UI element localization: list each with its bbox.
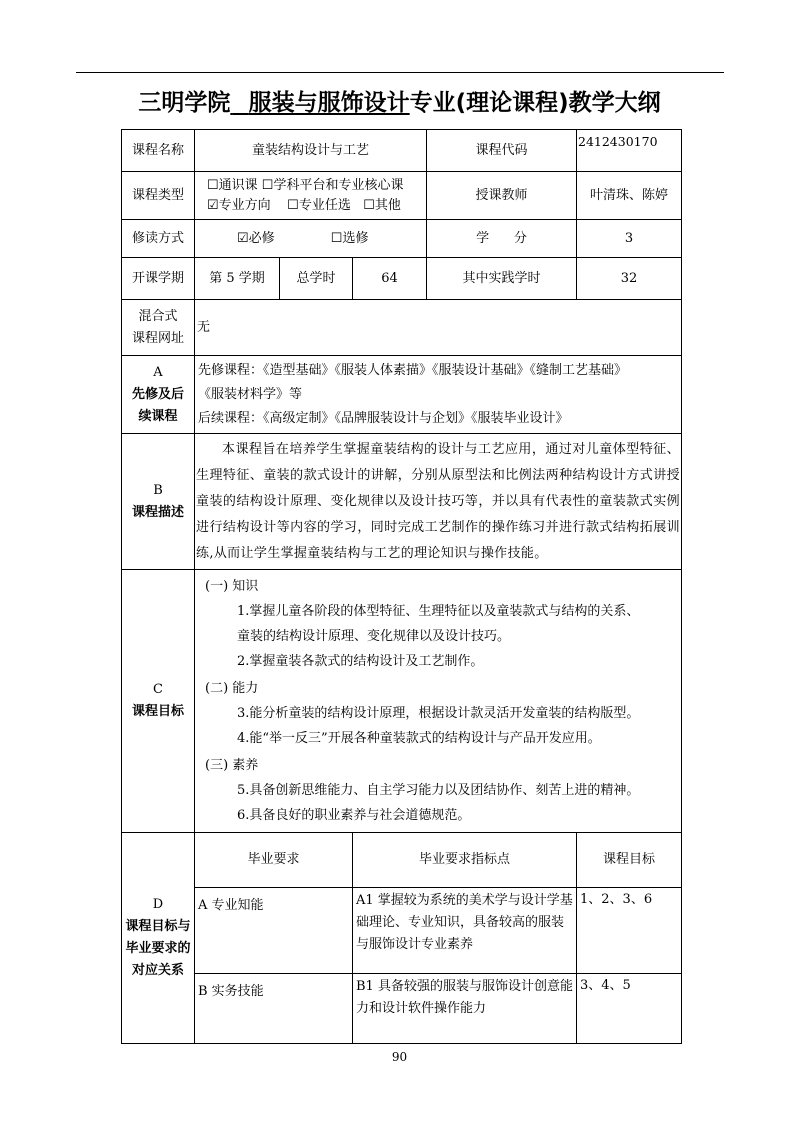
indicator-cell: A1 掌握较为系统的美术学与设计学基础理论、专业知识，具备较高的服装与服饰设计专业素养	[353, 888, 577, 974]
course-type-label: 课程类型	[122, 172, 195, 220]
hybrid-url-value: 无	[195, 300, 682, 356]
row-course-name	[122, 130, 682, 172]
goal-1b: 童装的结构设计原理、变化规律以及设计技巧。	[237, 629, 511, 644]
goal-3: 3.能分析童装的结构设计原理，根据设计款灵活开发童装的结构版型。	[237, 706, 640, 721]
table-row	[122, 974, 682, 1044]
course-name-label: 课程名称	[122, 130, 195, 172]
header-indicator: 毕业要求指标点	[353, 833, 577, 888]
required-option: ☑必修	[237, 230, 275, 246]
total-hours-label: 总学时	[280, 258, 353, 300]
course-goals	[195, 570, 682, 833]
syllabus-table	[121, 129, 681, 1044]
row-section-c	[122, 570, 682, 833]
quality-heading: (三) 素养	[205, 758, 259, 773]
header-course-goals: 课程目标	[577, 833, 682, 888]
section-b-label: B 课程描述	[122, 434, 195, 570]
elective-option: ☐选修	[330, 230, 369, 246]
row-section-b	[122, 434, 682, 570]
total-hours-value: 64	[353, 258, 427, 300]
title-suffix: 专业(理论课程)教学大纲	[409, 90, 661, 116]
school-name: 三明学院	[138, 90, 231, 116]
page-number: 90	[391, 1050, 408, 1064]
practice-hours-label: 其中实践学时	[427, 258, 577, 300]
goal-1a: 1.掌握儿童各阶段的体型特征、生理特征以及童装款式与结构的关系、	[237, 604, 640, 619]
teacher-value: 叶清珠、陈婷	[577, 172, 682, 220]
row-study-mode	[122, 220, 682, 258]
practice-hours-value: 32	[577, 258, 682, 300]
row-course-type	[122, 172, 682, 220]
section-d-label: D 课程目标与 毕业要求的 对应关系	[122, 833, 195, 1044]
goal-2: 2.掌握童装各款式的结构设计及工艺制作。	[237, 654, 484, 669]
course-description: 本课程旨在培养学生掌握童装结构的设计与工艺应用，通过对儿童体型特征、生理特征、童装的款式设计的讲解，分别从原型法和比例法两种结构设计方式讲授童装的结构设计原理、变化规律以及设计技巧等，并以具有代表性的童装款式实例进行结构设计等内容的学习，同时完成工艺制作的操作练习并进行款式结构拓展训练,从而让学生掌握童装结构与工艺的理论知识与操作技能。	[195, 434, 682, 570]
row-semester	[122, 258, 682, 300]
knowledge-heading: (一) 知识	[205, 579, 259, 594]
study-mode-options	[195, 220, 427, 258]
indicator-cell: B1 具备较强的服装与服饰设计创意能力和设计软件操作能力	[353, 974, 577, 1044]
teacher-label: 授课教师	[427, 172, 577, 220]
followup-line: 后续课程：《高级定制》《品牌服装设计与企划》《服装毕业设计》	[198, 410, 569, 426]
course-code-label: 课程代码	[427, 130, 577, 172]
goals-cell: 3、4、5	[577, 974, 682, 1044]
header-graduation-requirement: 毕业要求	[195, 833, 353, 888]
row-section-d-header	[122, 833, 682, 888]
course-type-line-1: ☐通识课 ☐学科平台和专业核心课	[207, 177, 404, 193]
semester-label: 开课学期	[122, 258, 195, 300]
row-section-a	[122, 356, 682, 434]
requirement-cell: B 实务技能	[195, 974, 353, 1044]
hybrid-label: 混合式 课程网址	[122, 300, 195, 356]
study-mode-label: 修读方式	[122, 220, 195, 258]
prerequisite-courses	[195, 356, 682, 434]
course-code-value: 2412430170	[577, 130, 682, 172]
prereq-line-1: 先修课程：《造型基础》《服装人体素描》《服装设计基础》《缝制工艺基础》	[198, 362, 628, 378]
table-row	[122, 888, 682, 974]
ability-heading: (二) 能力	[205, 681, 259, 696]
header-rule	[76, 72, 724, 73]
credit-label: 学 分	[427, 220, 577, 258]
course-name-value: 童装结构设计与工艺	[195, 130, 427, 172]
prereq-line-2: 《服装材料学》等	[198, 386, 303, 402]
semester-value: 第 5 学期	[195, 258, 280, 300]
goal-6: 6.具备良好的职业素养与社会道德规范。	[237, 808, 471, 823]
major-name: 服装与服饰设计	[248, 90, 410, 116]
course-type-options	[195, 172, 427, 220]
requirement-cell: A 专业知能	[195, 888, 353, 974]
course-type-line-2: ☑专业方向 ☐专业任选 ☐其他	[207, 197, 401, 213]
goal-4: 4.能“举一反三”开展各种童装款式的结构设计与产品开发应用。	[237, 731, 601, 746]
row-hybrid	[122, 300, 682, 356]
section-c-label: C 课程目标	[122, 570, 195, 833]
credit-value: 3	[577, 220, 682, 258]
goals-cell: 1、2、3、6	[577, 888, 682, 974]
section-a-label: A 先修及后 续课程	[122, 356, 195, 434]
page-title	[0, 84, 799, 117]
goal-5: 5.具备创新思维能力、自主学习能力以及团结协作、刻苦上进的精神。	[237, 783, 640, 798]
